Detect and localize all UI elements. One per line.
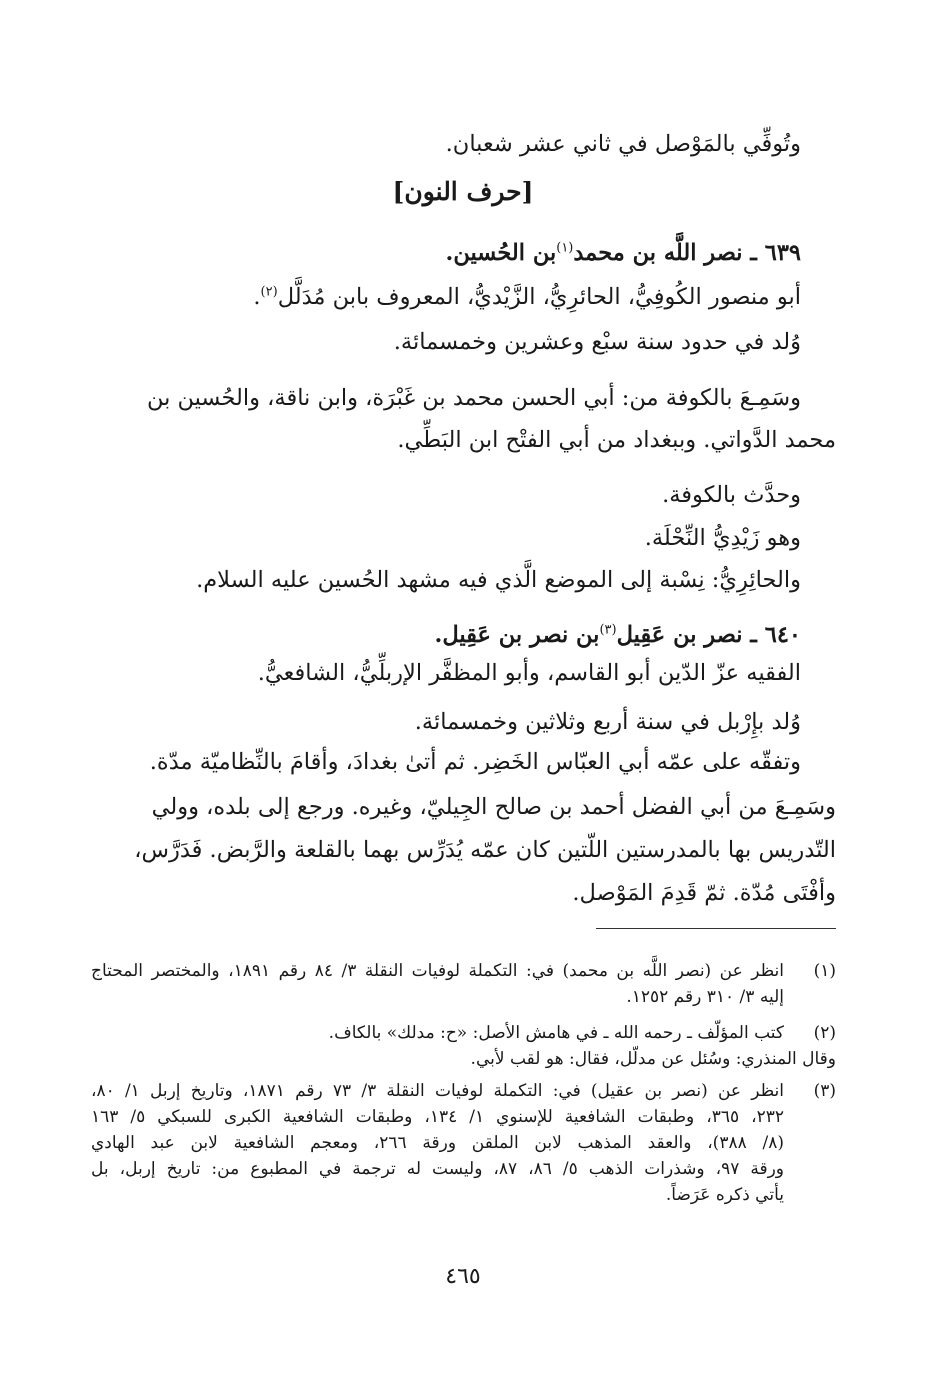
entry-639-line-3b: محمد الدَّواتي. وببغداد من أبي الفتْح ابن البَطِّي.: [397, 427, 836, 453]
section-heading: [حرف النون]: [392, 177, 534, 206]
footnote-3: [91, 1078, 836, 1208]
footnote-2: [91, 1020, 836, 1072]
entry-639-kunya: أبو منصور الكُوفِيُّ، الحائرِيُّ، الزَّيْديُّ، المعروف بابن مُدَلَّل: [277, 284, 801, 310]
footnote-line: ورقة ٩٧، وشذرات الذهب ٥/ ٨٦، ٨٧، وليست له ترجمة في المطبوع من: تاريخ إربل، بل: [91, 1159, 784, 1179]
intro-line: وتُوفِّي بالمَوْصل في ثاني عشر شعبان.: [445, 131, 801, 157]
entry-639-name: ٦٣٩ ـ نصر اللَّه بن محمد: [573, 240, 801, 266]
entry-640-title: [91, 618, 801, 652]
entry-639-line-3a: وسَمِـعَ بالكوفة من: أبي الحسن محمد بن غَبْرَة، وابن ناقة، والحُسين بن: [146, 385, 801, 411]
entry-639-line-5: وهو زَيْدِيُّ النِّحْلَة.: [644, 525, 801, 551]
entry-639-line-2: وُلد في حدود سنة سبْع وعشرين وخمسمائة.: [393, 329, 801, 355]
entry-639-line-1-end: .: [253, 284, 261, 310]
footnote-line: وقال المنذري: وسُئل عن مدلّل، فقال: هو لقب لأبي.: [470, 1049, 836, 1069]
footnote-line: ٢٣٢، ٣٦٥، وطبقات الشافعية للإسنوي ١/ ١٣٤، وطبقات الشافعية الكبرى للسبكي ٥/ ١٦٣: [91, 1107, 784, 1127]
footnote-ref-1[interactable]: (١): [556, 240, 574, 256]
entry-640-line-6: وأفْتَى مُدّة. ثمّ قَدِمَ المَوْصل.: [572, 880, 836, 906]
entry-639-name-end: بن الحُسين.: [445, 240, 557, 266]
entry-639-line-1: [91, 280, 801, 314]
footnote-line: يأتي ذكره عَرَضاً.: [665, 1185, 784, 1205]
entry-640-line-4: وسَمِـعَ من أبي الفضل أحمد بن صالح الجِيليّ، وغيره. ورجع إلى بلده، وولي: [151, 794, 836, 820]
entry-640-name-end: بن نصر بن عَقِيل.: [434, 622, 600, 648]
entry-639-line-6: والحائِرِيُّ: نِسْبة إلى الموضع الَّذي فيه مشهد الحُسين عليه السلام.: [196, 567, 801, 593]
footnote-ref-2[interactable]: (٢): [260, 284, 278, 300]
footnote-line: (٨/ ٣٨٨)، والعقد المذهب لابن الملقن ورقة ٢٦٦، ومعجم الشافعية لابن عبد الهادي: [91, 1133, 784, 1153]
footnote-separator: [596, 928, 836, 929]
entry-639-title: [91, 236, 801, 270]
entry-640-line-2: وُلد بإِرْبل في سنة أربع وثلاثين وخمسمائة.: [414, 709, 801, 735]
footnote-line: انظر عن (نصر بن عقيل) في: التكملة لوفيات النقلة ٣/ ٧٣ رقم ١٨٧١، وتاريخ إربل ١/ ٨٠،: [91, 1081, 784, 1101]
entry-640-line-5: التّدريس بها بالمدرستين اللّتين كان عمّه يُدَرِّس بهما بالقلعة والرَّبض. فَدَرَّس،: [134, 837, 836, 863]
footnote-number: (٢): [813, 1023, 836, 1043]
footnote-ref-3[interactable]: (٣): [599, 622, 617, 638]
entry-640-name: ٦٤٠ ـ نصر بن عَقِيل: [616, 622, 801, 648]
footnote-number: (١): [813, 961, 836, 981]
entry-639-line-4: وحدَّث بالكوفة.: [662, 482, 801, 508]
entry-640-line-1: الفقيه عزّ الدّين أبو القاسم، وأبو المظفَّر الإربلِّيُّ، الشافعيُّ.: [257, 660, 801, 686]
entry-640-line-3: وتفقّه على عمّه أبي العبّاس الخَضِر. ثم أتىٰ بغدادَ، وأقامَ بالنِّظاميّة مدّة.: [149, 749, 801, 775]
footnote-1: [91, 958, 836, 1010]
footnote-line: كتب المؤلّف ـ رحمه الله ـ في هامش الأصل: «ح: مدلك» بالكاف.: [328, 1023, 784, 1043]
page-number: ٤٦٥: [445, 1264, 481, 1289]
footnote-line: انظر عن (نصر اللَّه بن محمد) في: التكملة لوفيات النقلة ٣/ ٨٤ رقم ١٨٩١، والمختصر المحتاج: [91, 961, 784, 981]
footnote-number: (٣): [813, 1081, 836, 1101]
footnote-line: إليه ٣/ ٣١٠ رقم ١٢٥٢.: [626, 987, 784, 1007]
